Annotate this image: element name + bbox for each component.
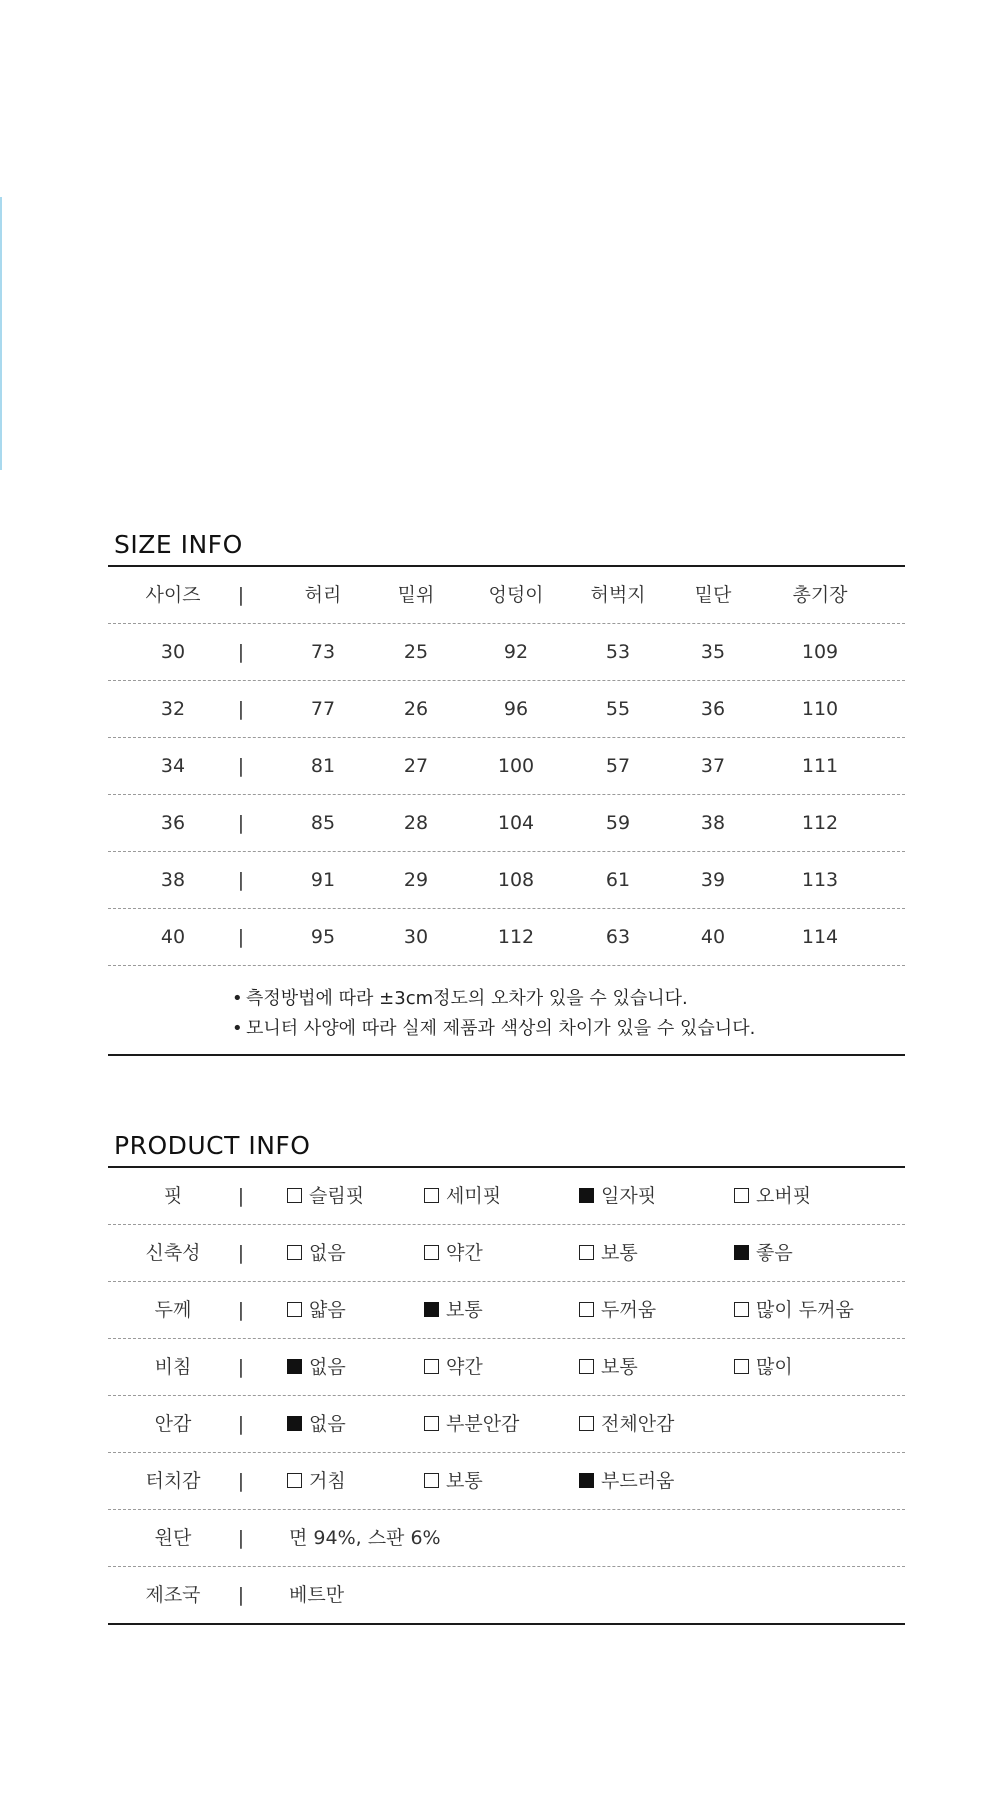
size-cell: 109 [801,641,839,663]
product-option [579,1168,656,1224]
size-cell: 112 [497,926,535,948]
checked-box-icon [579,1473,594,1488]
size-cell: 95 [310,926,336,948]
size-cell: 32 [160,698,186,720]
product-option-label: 세미핏 [446,1185,502,1207]
product-option [424,1339,483,1395]
size-cell: 81 [310,755,336,777]
size-cell: 59 [605,812,631,834]
unchecked-box-icon [287,1473,302,1488]
checked-box-icon [287,1359,302,1374]
size-cell: 108 [497,869,535,891]
product-option-label: 두꺼움 [601,1299,657,1321]
size-cell: 37 [700,755,726,777]
note-bullet: • [232,988,243,1009]
left-edge-accent-line [0,197,2,470]
product-option-label: 없음 [309,1242,346,1264]
size-cell: 35 [700,641,726,663]
size-cell: 85 [310,812,336,834]
product-info-row [108,1396,905,1453]
checked-box-icon [287,1416,302,1431]
size-cell: 38 [160,869,186,891]
column-separator: | [237,1413,245,1435]
product-option [424,1282,483,1338]
column-separator: | [237,1185,245,1207]
size-cell: 57 [605,755,631,777]
size-cell: 73 [310,641,336,663]
size-note [232,984,905,1014]
product-option-label: 부드러움 [601,1470,675,1492]
product-option [579,1396,674,1452]
product-option [287,1282,346,1338]
column-separator: | [237,584,245,606]
product-attr-label: 제조국 [145,1584,201,1606]
product-option [579,1282,656,1338]
column-separator: | [237,1527,245,1549]
product-option [287,1168,364,1224]
product-option-label: 약간 [446,1242,483,1264]
size-header-cell: 총기장 [792,584,848,606]
unchecked-box-icon [287,1245,302,1260]
size-table-row [108,624,905,681]
product-option [287,1225,346,1281]
unchecked-box-icon [579,1416,594,1431]
unchecked-box-icon [424,1245,439,1260]
product-option-label: 보통 [446,1299,483,1321]
product-option-label: 거침 [309,1470,346,1492]
product-option [287,1339,346,1395]
product-info-section [108,1126,905,1625]
size-cell: 110 [801,698,839,720]
product-attr-label: 비침 [154,1356,192,1378]
product-option-label: 오버핏 [756,1185,812,1207]
size-cell: 63 [605,926,631,948]
product-info-row [108,1225,905,1282]
size-info-section [108,525,905,1056]
size-cell: 27 [403,755,429,777]
product-option-label: 많이 두꺼움 [756,1299,854,1321]
product-option-label: 좋음 [756,1242,793,1264]
unchecked-box-icon [579,1302,594,1317]
product-option-label: 보통 [601,1356,638,1378]
size-cell: 36 [700,698,726,720]
product-attr-label: 핏 [163,1185,183,1207]
product-info-row [108,1453,905,1510]
product-info-row [108,1510,905,1567]
product-option-label: 전체안감 [601,1413,675,1435]
product-attr-label: 신축성 [145,1242,201,1264]
product-option [287,1396,346,1452]
column-separator: | [237,1470,245,1492]
unchecked-box-icon [734,1302,749,1317]
product-option [424,1225,483,1281]
product-option-label: 일자핏 [601,1185,657,1207]
product-option-label: 부분안감 [446,1413,520,1435]
product-option [424,1396,519,1452]
product-option [579,1339,638,1395]
size-cell: 29 [403,869,429,891]
size-cell: 30 [160,641,186,663]
product-option-label: 얇음 [309,1299,346,1321]
size-cell: 53 [605,641,631,663]
size-cell: 96 [503,698,529,720]
checked-box-icon [424,1302,439,1317]
column-separator: | [237,1356,245,1378]
column-separator: | [237,641,245,663]
product-info-row [108,1168,905,1225]
size-notes [108,966,905,1056]
unchecked-box-icon [287,1302,302,1317]
size-cell: 112 [801,812,839,834]
product-info-title: PRODUCT INFO [114,1131,311,1160]
unchecked-box-icon [287,1188,302,1203]
size-cell: 26 [403,698,429,720]
product-attr-value: 면 94%, 스판 6% [289,1527,441,1549]
product-option-label: 슬림핏 [309,1185,365,1207]
size-cell: 113 [801,869,839,891]
product-option [287,1453,346,1509]
column-separator: | [237,926,245,948]
unchecked-box-icon [734,1188,749,1203]
size-cell: 39 [700,869,726,891]
size-cell: 30 [403,926,429,948]
product-option [579,1453,674,1509]
product-option [424,1453,483,1509]
size-cell: 114 [801,926,839,948]
product-attr-label: 안감 [154,1413,192,1435]
product-info-row [108,1282,905,1339]
product-attr-label: 원단 [154,1527,192,1549]
product-info-row [108,1339,905,1396]
product-option [734,1168,811,1224]
product-option-label: 없음 [309,1413,346,1435]
size-cell: 92 [503,641,529,663]
unchecked-box-icon [579,1245,594,1260]
size-cell: 61 [605,869,631,891]
size-cell: 91 [310,869,336,891]
size-cell: 34 [160,755,186,777]
size-header-cell: 허리 [304,584,342,606]
size-table-row [108,795,905,852]
product-table [108,1168,905,1625]
size-cell: 38 [700,812,726,834]
size-cell: 111 [801,755,839,777]
size-cell: 28 [403,812,429,834]
column-separator: | [237,812,245,834]
size-cell: 100 [497,755,535,777]
size-table-row [108,738,905,795]
note-bullet: • [232,1018,243,1039]
product-option-label: 보통 [601,1242,638,1264]
column-separator: | [237,1584,245,1606]
size-cell: 36 [160,812,186,834]
size-cell: 25 [403,641,429,663]
size-header-cell: 밑단 [694,584,732,606]
product-attr-value: 베트만 [289,1584,345,1606]
size-cell: 55 [605,698,631,720]
product-option-label: 보통 [446,1470,483,1492]
size-cell: 104 [497,812,535,834]
size-header-cell: 엉덩이 [488,584,544,606]
product-option [579,1225,638,1281]
column-separator: | [237,755,245,777]
unchecked-box-icon [424,1416,439,1431]
size-table-row [108,852,905,909]
note-text: 모니터 사양에 따라 실제 제품과 색상의 차이가 있을 수 있습니다. [246,1018,756,1039]
product-option-label: 약간 [446,1356,483,1378]
unchecked-box-icon [579,1359,594,1374]
product-option-label: 없음 [309,1356,346,1378]
product-option [734,1339,793,1395]
size-cell: 40 [700,926,726,948]
product-attr-label: 터치감 [145,1470,201,1492]
product-attr-label: 두께 [154,1299,192,1321]
column-separator: | [237,869,245,891]
size-cell: 77 [310,698,336,720]
size-header-cell: 사이즈 [145,584,201,606]
unchecked-box-icon [424,1188,439,1203]
unchecked-box-icon [734,1359,749,1374]
column-separator: | [237,698,245,720]
size-header-cell: 밑위 [397,584,435,606]
size-info-title: SIZE INFO [114,530,243,559]
product-option [734,1282,854,1338]
size-table [108,567,905,966]
product-option [734,1225,793,1281]
product-option-label: 많이 [756,1356,793,1378]
column-separator: | [237,1242,245,1264]
size-table-row [108,909,905,966]
size-note [232,1014,905,1044]
size-table-header-row [108,567,905,624]
size-cell: 40 [160,926,186,948]
unchecked-box-icon [424,1473,439,1488]
checked-box-icon [579,1188,594,1203]
checked-box-icon [734,1245,749,1260]
size-header-cell: 허벅지 [590,584,646,606]
unchecked-box-icon [424,1359,439,1374]
column-separator: | [237,1299,245,1321]
product-info-row [108,1567,905,1625]
note-text: 측정방법에 따라 ±3cm정도의 오차가 있을 수 있습니다. [246,988,688,1009]
size-table-row [108,681,905,738]
product-option [424,1168,501,1224]
